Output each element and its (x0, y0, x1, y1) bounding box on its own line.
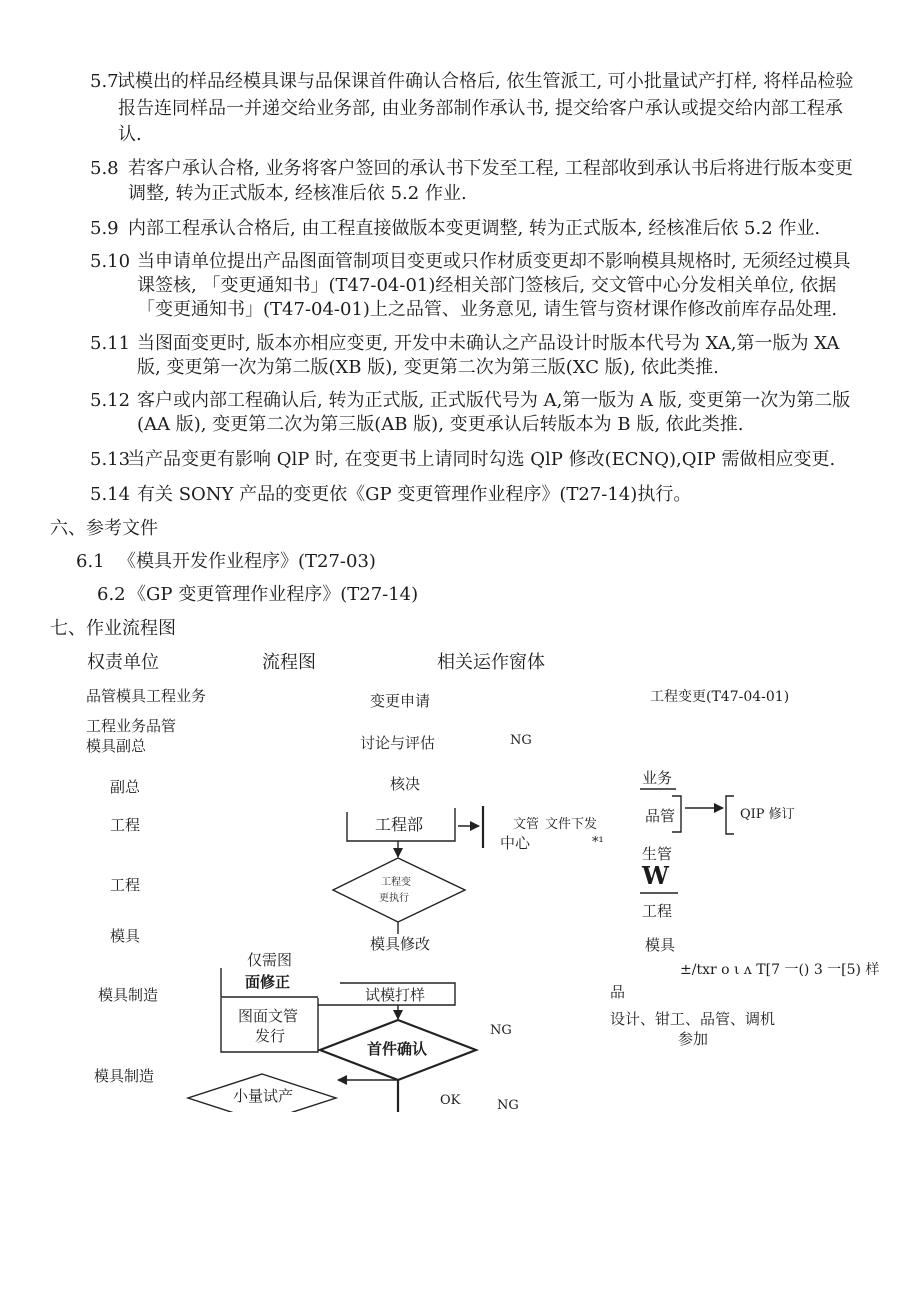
column-header-flow: 流程图 (262, 652, 316, 673)
form-participants: 参加 (678, 1030, 709, 1048)
item-line: 认. (118, 124, 142, 145)
item-line: 试模出的样品经模具课与品保课首件确认合格后, 依生管派工, 可小批量试产打样, 将样品检验 (117, 71, 854, 92)
item-line: 当申请单位提出产品图面管制项目变更或只作材质变更却不影响模具规格时, 无须经过模具 (137, 251, 851, 272)
form-mold: 模具 (645, 936, 676, 954)
reference-number: 6.2 (97, 584, 126, 605)
section-6-heading: 六、参考文件 (50, 518, 158, 539)
item-number: 5.10 (90, 251, 131, 272)
column-header-forms: 相关运作窗体 (437, 652, 545, 673)
responsible-label: 工程 (110, 816, 141, 834)
branch-ok-label: OK (440, 1093, 461, 1108)
step-drawing-only: 面修正 (245, 973, 291, 991)
item-line: 调整, 转为正式版本, 经核准后依 5.2 作业. (128, 183, 467, 204)
responsible-label: 工程 (110, 876, 141, 894)
section-7-heading: 七、作业流程图 (50, 618, 176, 639)
form-pc: 生管 (642, 845, 673, 863)
item-number: 5.13 (90, 449, 131, 470)
form-sales: 业务 (642, 769, 673, 787)
reference-number: 6.1 (76, 551, 105, 572)
item-number: 5.8 (90, 158, 119, 179)
item-line: 报告连同样品一并递交给业务部, 由业务部制作承认书, 提交给客户承认或提交给内部工程承 (118, 98, 843, 119)
item-number: 5.14 (90, 484, 131, 505)
doc-center-label: 文件下发 (545, 817, 598, 832)
step-first-article: 首件确认 (367, 1040, 428, 1058)
item-number: 5.9 (90, 218, 119, 239)
item-line: 客户或内部工程确认后, 转为正式版, 正式版代号为 A,第一版为 A 版, 变更第一次为第二版 (137, 390, 851, 411)
form-sample-note-tail: 品 (610, 983, 626, 1001)
step-engineering-dept: 工程部 (375, 815, 424, 834)
change-exec-diamond (333, 858, 465, 922)
form-sample-note: ±/txr o ι ʌ T[7 一() 3 一[5) 样 (680, 962, 880, 978)
doc-center-label: 文管 (513, 817, 540, 832)
item-number: 5.7 (90, 71, 119, 92)
responsible-label: 模具制造 (94, 1067, 155, 1085)
form-w-mark: W (642, 861, 669, 890)
form-engineering: 工程 (642, 902, 673, 920)
item-number: 5.11 (90, 333, 131, 354)
qip-bracket (726, 796, 734, 834)
item-line: 若客户承认合格, 业务将客户签回的承认书下发至工程, 工程部收到承认书后将进行版本变更 (128, 158, 853, 179)
responsible-label: 品管模具工程业务 (86, 687, 207, 705)
step-drawing-only: 仅需图 (247, 951, 293, 969)
reference-title: 《GP 变更管理作业程序》(T27-14) (128, 584, 419, 605)
reference-title: 《模具开发作业程序》(T27-03) (118, 551, 376, 572)
form-eng-change: 工程变更(T47-04-01) (650, 689, 790, 705)
item-number: 5.12 (90, 390, 131, 411)
step-small-trial: 小量试产 (233, 1087, 294, 1105)
responsible-label: 模具制造 (98, 986, 159, 1004)
step-approve: 核决 (390, 775, 421, 793)
step-change-exec: 工程变 (381, 877, 411, 888)
responsible-label: 副总 (110, 778, 141, 796)
item-line: (AA 版), 变更第二次为第三版(AB 版), 变更承认后转版本为 B 版, 依此类推. (137, 414, 744, 435)
item-line: 有关 SONY 产品的变更依《GP 变更管理作业程序》(T27-14)执行。 (137, 484, 692, 505)
step-discuss-evaluate: 讨论与评估 (360, 734, 436, 752)
item-line: 版, 变更第一次为第二版(XB 版), 变更第二次为第三版(XC 版), 依此类推. (137, 357, 719, 378)
responsible-label: 模具 (110, 927, 141, 945)
form-qip-revise: QIP 修订 (740, 807, 795, 822)
responsible-label: 工程业务品管 (86, 717, 177, 735)
item-line: 内部工程承认合格后, 由工程直接做版本变更调整, 转为正式版本, 经核准后依 5.2 作业. (128, 218, 821, 239)
step-change-exec: 更执行 (379, 893, 409, 904)
step-mold-modify: 模具修改 (370, 935, 431, 953)
item-line: 当产品变更有影响 QlP 时, 在变更书上请同时勾选 QlP 修改(ECNQ),QIP 需做相应变更. (127, 449, 836, 470)
item-line: 课签核, 「变更通知书」(T47-04-01)经相关部门签核后, 交文管中心分发相关单位, 依据 (137, 275, 837, 296)
item-line: 「变更通知书」(T47-04-01)上之品管、业务意见, 请生管与资材课作修改前库存品处理. (137, 299, 838, 320)
form-qc: 品管 (645, 807, 676, 825)
step-drawing-issue: 图面文管 (238, 1007, 299, 1025)
step-drawing-issue: 发行 (255, 1027, 286, 1045)
responsible-label: 模具副总 (86, 737, 147, 755)
doc-center-label: 中心 (500, 834, 531, 852)
item-line: 当图面变更时, 版本亦相应变更, 开发中未确认之产品设计时版本代号为 XA,第一版为 XA (137, 333, 840, 354)
footnote-marker: *¹ (592, 835, 604, 850)
column-header-responsible: 权责单位 (87, 652, 159, 673)
branch-ng-label: NG (490, 1023, 512, 1038)
step-trial-mold: 试模打样 (365, 986, 426, 1004)
branch-ng-label: NG (510, 733, 532, 748)
form-participants: 设计、钳工、品管、调机 (610, 1010, 776, 1028)
step-change-request: 变更申请 (370, 692, 431, 710)
branch-ng-label: NG (497, 1098, 519, 1113)
